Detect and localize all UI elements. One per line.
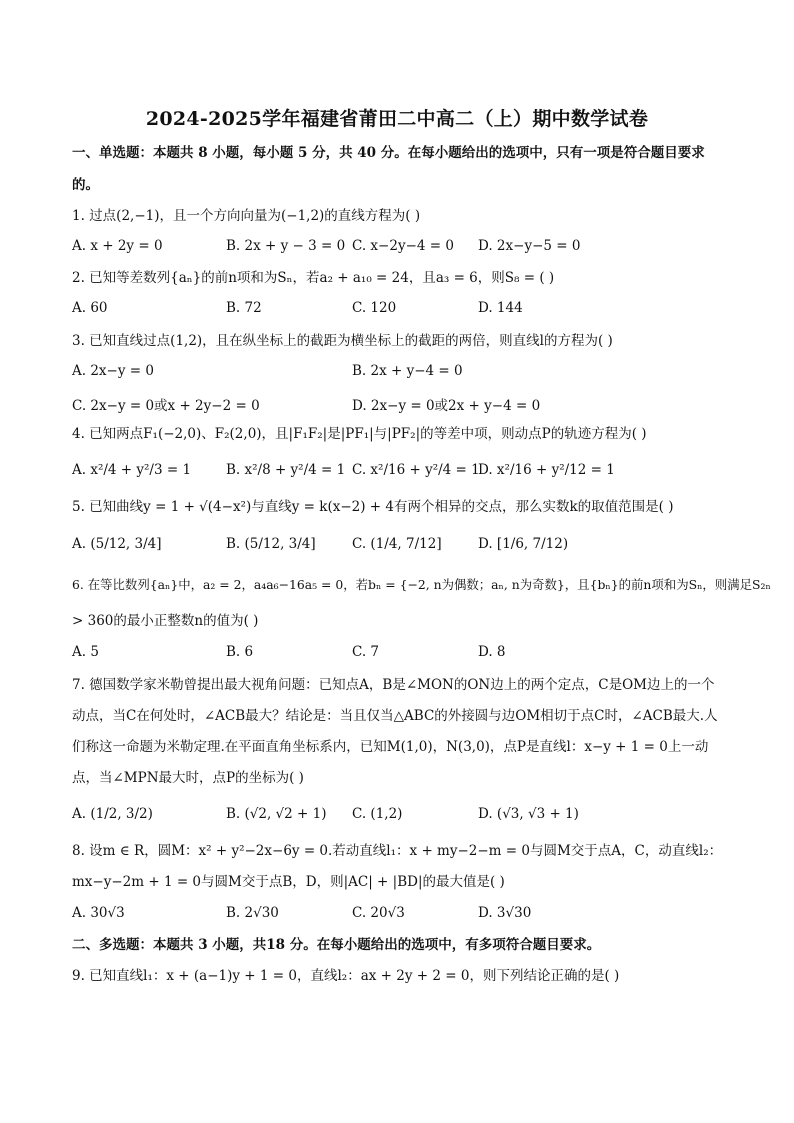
- question-6-stem-cont: > 360的最小正整数n的值为( ): [72, 613, 259, 629]
- question-7-option-a: A. (1/2, 3/2): [72, 806, 153, 822]
- question-2-option-a: A. 60: [72, 300, 108, 316]
- question-1-option-b: B. 2x + y − 3 = 0: [226, 238, 346, 254]
- question-7-option-b: B. (√2, √2 + 1): [226, 806, 327, 822]
- question-6-stem: 6. 在等比数列{aₙ}中，a₂ = 2，a₄a₆−16a₅ = 0，若bₙ = {−2, n为偶数；aₙ, n为奇数}，且{bₙ}的前n项和为Sₙ，则满足S₂ₙ: [72, 577, 771, 592]
- question-6-option-c: C. 7: [352, 644, 380, 660]
- question-7-option-c: C. (1,2): [352, 806, 403, 822]
- question-3-option-a: A. 2x−y = 0: [72, 363, 154, 379]
- question-8-line-1: 8. 设m ∈ R，圆M：x² + y²−2x−6y = 0.若动直线l₁：x + my−2−m = 0与圆M交于点A，C，动直线l₂：: [72, 843, 723, 859]
- question-1-option-d: D. 2x−y−5 = 0: [478, 238, 581, 254]
- question-3-option-b: B. 2x + y−4 = 0: [352, 363, 463, 379]
- question-2-option-c: C. 120: [352, 300, 397, 316]
- question-4-stem: 4. 已知两点F₁(−2,0)、F₂(2,0)，且|F₁F₂|是|PF₁|与|PF₂|的等差中项，则动点P的轨迹方程为( ): [72, 426, 647, 442]
- question-4-option-c: C. x²/16 + y²/4 = 1: [352, 462, 480, 478]
- question-8-option-b: B. 2√30: [226, 905, 279, 921]
- question-5-option-b: B. (5/12, 3/4]: [226, 536, 316, 552]
- question-5-option-c: C. (1/4, 7/12]: [352, 536, 442, 552]
- question-9-stem: 9. 已知直线l₁：x + (a−1)y + 1 = 0，直线l₂：ax + 2y + 2 = 0，则下列结论正确的是( ): [72, 968, 620, 984]
- question-3-stem: 3. 已知直线过点(1,2)，且在纵坐标上的截距为横坐标上的截距的两倍，则直线l的方程为( ): [72, 333, 613, 349]
- question-3-option-d: D. 2x−y = 0或2x + y−4 = 0: [352, 398, 541, 414]
- question-6-option-a: A. 5: [72, 644, 99, 660]
- question-7-option-d: D. (√3, √3 + 1): [478, 806, 579, 822]
- question-1-stem: 1. 过点(2,−1)，且一个方向向量为(−1,2)的直线方程为( ): [72, 208, 421, 224]
- question-3-option-c: C. 2x−y = 0或x + 2y−2 = 0: [72, 398, 260, 414]
- question-5-option-a: A. (5/12, 3/4]: [72, 536, 162, 552]
- question-2-option-b: B. 72: [226, 300, 262, 316]
- question-8-option-a: A. 30√3: [72, 905, 125, 921]
- section-1-heading: 一、单选题：本题共 8 小题，每小题 5 分，共 40 分。在每小题给出的选项中，只有一项是符合题目要求: [72, 145, 705, 161]
- question-8-line-2: mx−y−2m + 1 = 0与圆M交于点B，D，则|AC| + |BD|的最大值是( ): [72, 874, 505, 890]
- question-8-option-d: D. 3√30: [478, 905, 532, 921]
- question-8-option-c: C. 20√3: [352, 905, 405, 921]
- question-4-option-d: D. x²/16 + y²/12 = 1: [478, 462, 615, 478]
- question-7-line-4: 点，当∠MPN最大时，点P的坐标为( ): [72, 770, 304, 786]
- section-1-heading-cont: 的。: [72, 177, 99, 193]
- question-2-option-d: D. 144: [478, 300, 523, 316]
- question-7-line-2: 动点，当C在何处时，∠ACB最大？结论是：当且仅当△ABC的外接圆与边OM相切于点C时，∠ACB最大.人: [72, 708, 718, 724]
- question-4-option-b: B. x²/8 + y²/4 = 1: [226, 462, 346, 478]
- question-2-stem: 2. 已知等差数列{aₙ}的前n项和为Sₙ，若a₂ + a₁₀ = 24，且a₃ = 6，则S₈ = ( ): [72, 270, 555, 286]
- question-6-option-b: B. 6: [226, 644, 254, 660]
- question-4-option-a: A. x²/4 + y²/3 = 1: [72, 462, 192, 478]
- question-5-stem: 5. 已知曲线y = 1 + √(4−x²)与直线y = k(x−2) + 4有两个相异的交点，那么实数k的取值范围是( ): [72, 499, 674, 515]
- section-2-heading: 二、多选题：本题共 3 小题，共18 分。在每小题给出的选项中，有多项符合题目要求。: [72, 937, 601, 953]
- question-1-option-c: C. x−2y−4 = 0: [352, 238, 454, 254]
- page-title: 2024-2025学年福建省莆田二中高二（上）期中数学试卷: [145, 108, 649, 130]
- question-1-option-a: A. x + 2y = 0: [72, 238, 163, 254]
- question-7-line-3: 们称这一命题为米勒定理.在平面直角坐标系内，已知M(1,0)，N(3,0)，点P是直线l：x−y + 1 = 0上一动: [72, 739, 709, 755]
- question-6-option-d: D. 8: [478, 644, 506, 660]
- question-5-option-d: D. [1/6, 7/12): [478, 536, 569, 552]
- question-7-line-1: 7. 德国数学家米勒曾提出最大视角问题：已知点A，B是∠MON的ON边上的两个定点，C是OM边上的一个: [72, 677, 715, 693]
